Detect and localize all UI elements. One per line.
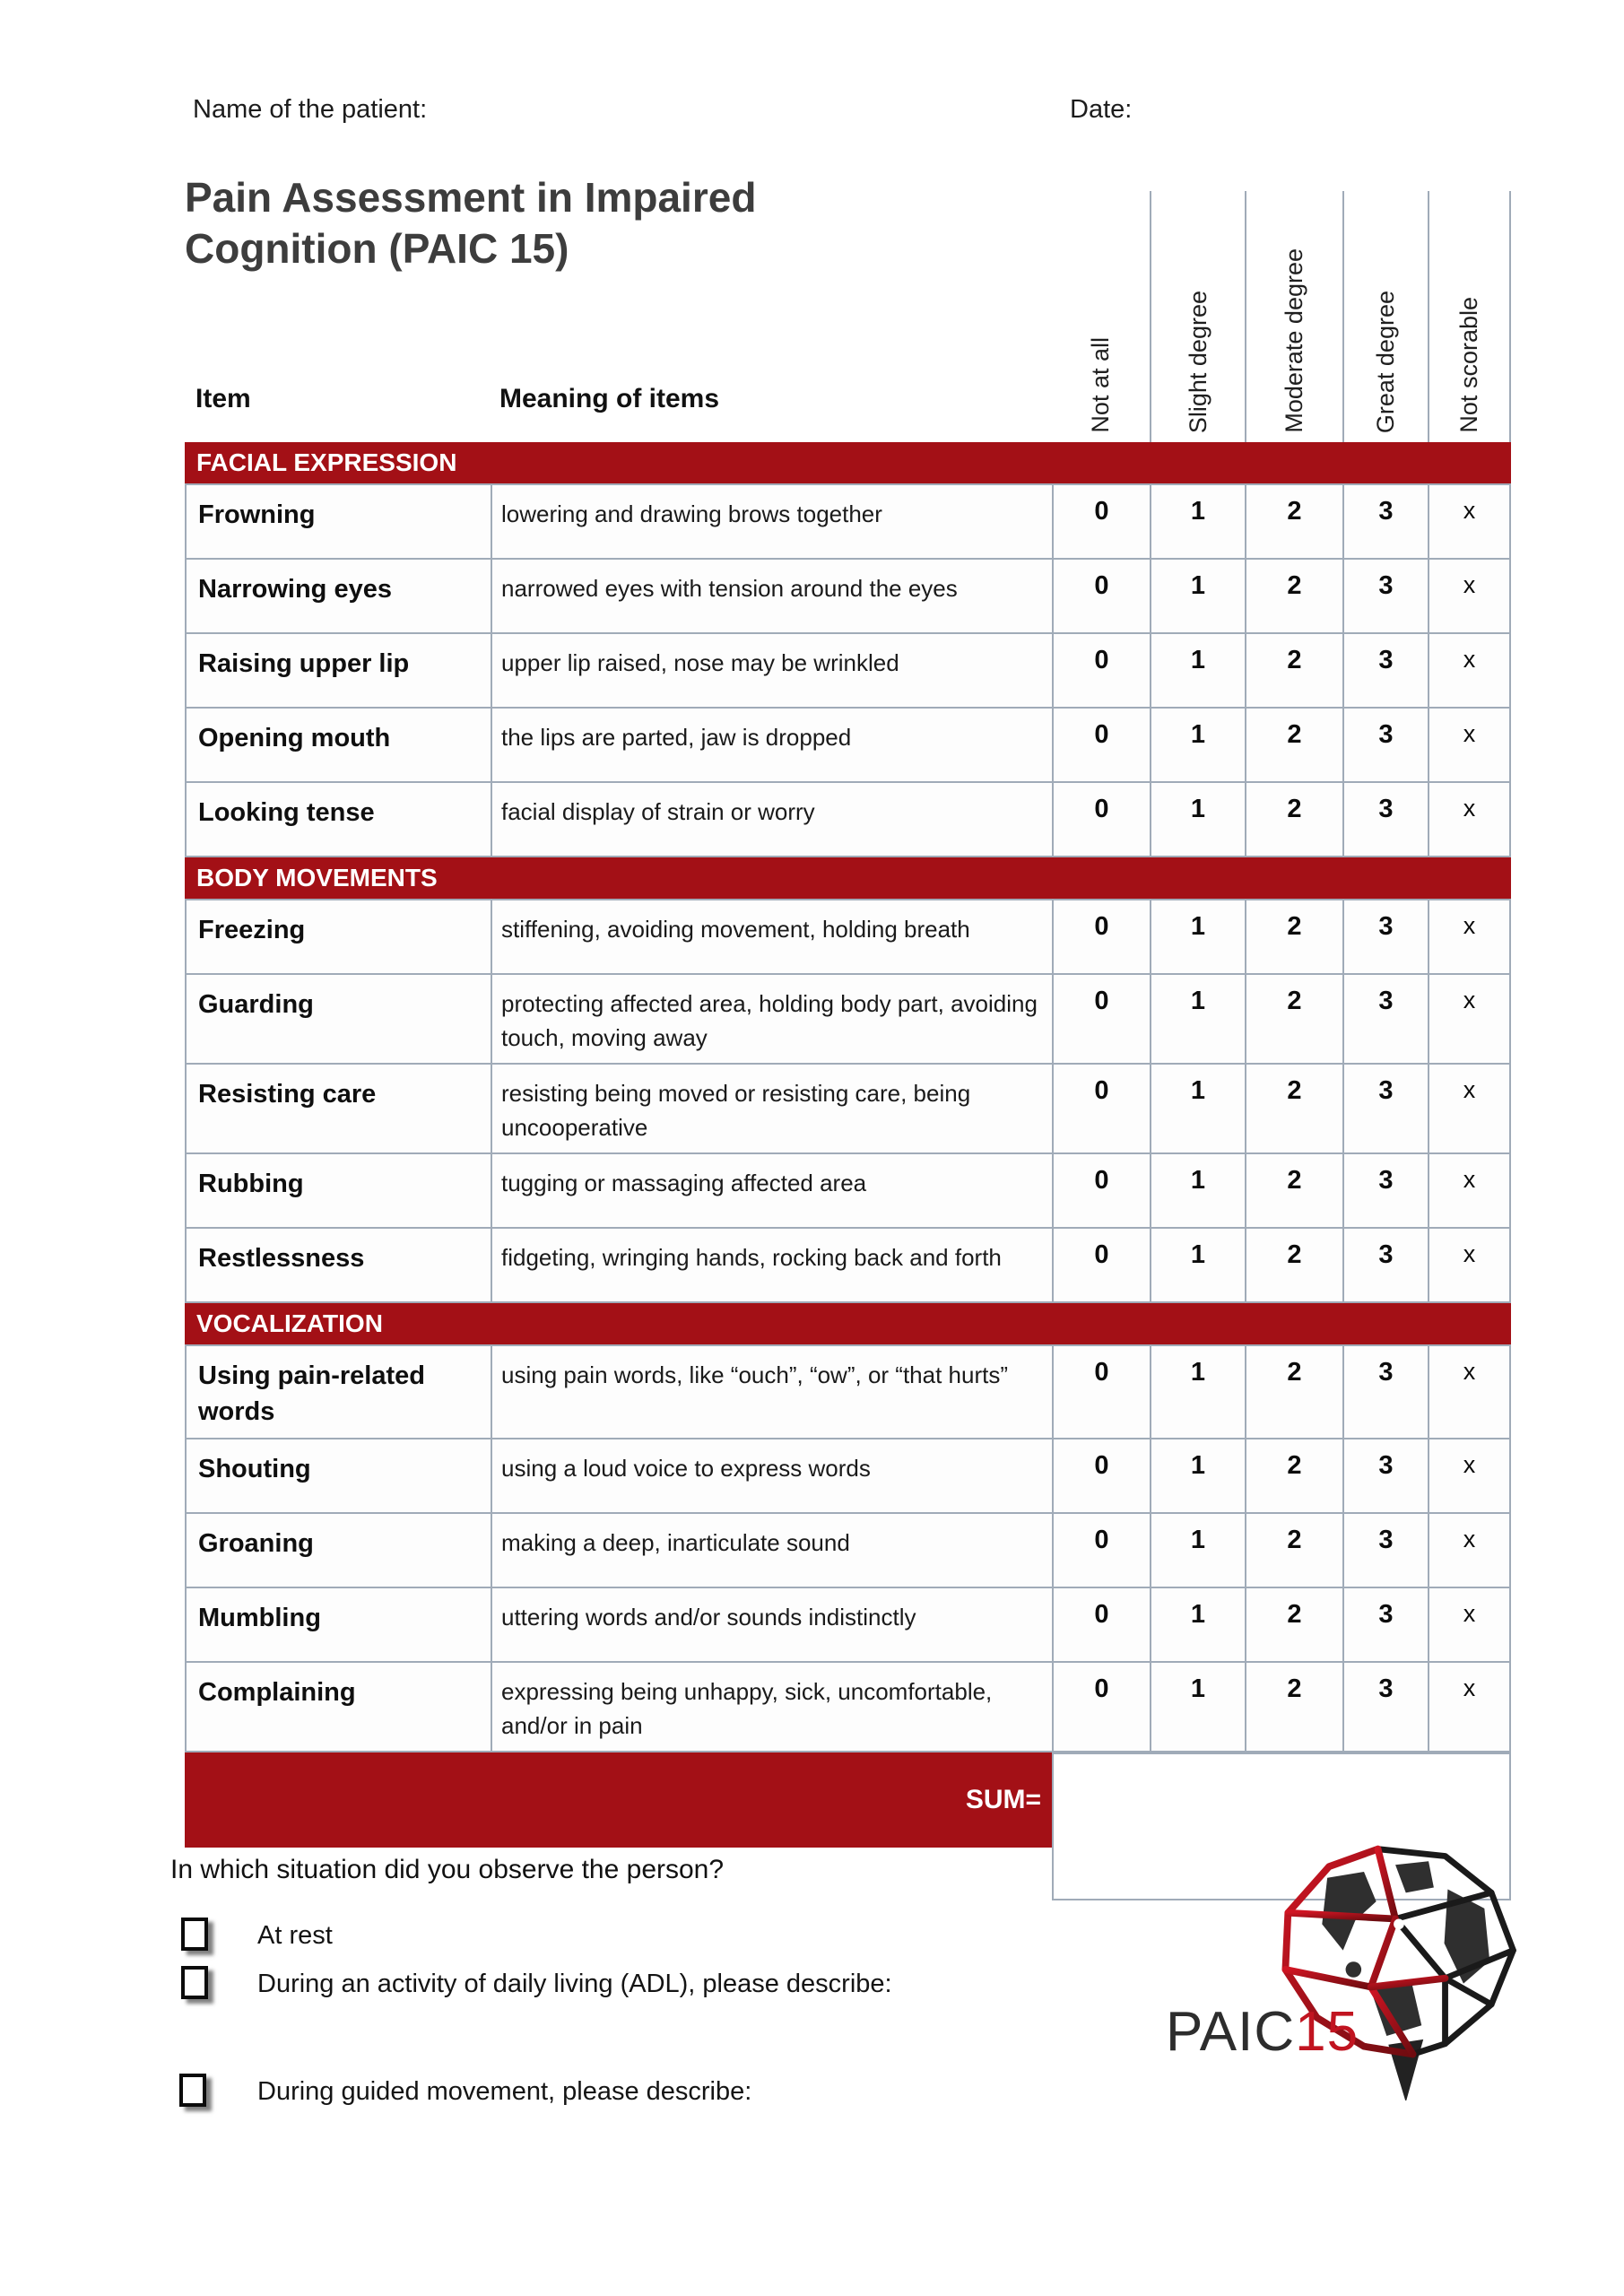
score-cell-1[interactable]: 1: [1150, 1154, 1245, 1229]
score-cell-0[interactable]: 0: [1052, 1229, 1150, 1303]
rating-label: Not at all: [1087, 337, 1114, 433]
score-cell-2[interactable]: 2: [1245, 1229, 1342, 1303]
item-label: Complaining: [185, 1663, 491, 1752]
score-cell-1[interactable]: 1: [1150, 900, 1245, 975]
rating-column-moderate-degree: [1245, 191, 1342, 442]
score-cell-x[interactable]: x: [1428, 975, 1511, 1065]
score-cell-2[interactable]: 2: [1245, 1514, 1342, 1588]
score-cell-1[interactable]: 1: [1150, 1588, 1245, 1663]
score-cell-0[interactable]: 0: [1052, 1346, 1150, 1439]
score-cell-3[interactable]: 3: [1342, 975, 1428, 1065]
score-cell-0[interactable]: 0: [1052, 1439, 1150, 1514]
item-label: Looking tense: [185, 783, 491, 857]
score-cell-2[interactable]: 2: [1245, 1588, 1342, 1663]
item-meaning: upper lip raised, nose may be wrinkled: [491, 634, 1052, 709]
item-label: Rubbing: [185, 1154, 491, 1229]
score-cell-1[interactable]: 1: [1150, 975, 1245, 1065]
checkbox-label-at-rest: At rest: [257, 1921, 333, 1950]
section-header-facial-expression: FACIAL EXPRESSION: [185, 442, 1511, 485]
item-label: Groaning: [185, 1514, 491, 1588]
item-label: Restlessness: [185, 1229, 491, 1303]
item-label: Guarding: [185, 975, 491, 1065]
item-meaning: stiffening, avoiding movement, holding breath: [491, 900, 1052, 975]
item-meaning: facial display of strain or worry: [491, 783, 1052, 857]
item-label: Freezing: [185, 900, 491, 975]
score-cell-1[interactable]: 1: [1150, 485, 1245, 560]
item-meaning: fidgeting, wringing hands, rocking back and forth: [491, 1229, 1052, 1303]
rating-label: Not scorable: [1455, 297, 1482, 433]
score-cell-3[interactable]: 3: [1342, 1588, 1428, 1663]
score-cell-2[interactable]: 2: [1245, 900, 1342, 975]
item-label: Using pain-related words: [185, 1346, 491, 1439]
score-cell-2[interactable]: 2: [1245, 485, 1342, 560]
score-cell-1[interactable]: 1: [1150, 560, 1245, 634]
paic15-logo-text: [1166, 2000, 1359, 2064]
score-cell-x[interactable]: x: [1428, 1065, 1511, 1154]
checkbox-during-guided-movement[interactable]: [179, 2074, 206, 2107]
score-cell-0[interactable]: 0: [1052, 783, 1150, 857]
score-cell-2[interactable]: 2: [1245, 1065, 1342, 1154]
score-cell-0[interactable]: 0: [1052, 975, 1150, 1065]
score-cell-2[interactable]: 2: [1245, 1346, 1342, 1439]
item-meaning: narrowed eyes with tension around the eyes: [491, 560, 1052, 634]
score-cell-0[interactable]: 0: [1052, 900, 1150, 975]
item-label: Mumbling: [185, 1588, 491, 1663]
page-title: [185, 172, 956, 274]
item-meaning: using pain words, like “ouch”, “ow”, or “that hurts”: [491, 1346, 1052, 1439]
score-cell-3[interactable]: 3: [1342, 1065, 1428, 1154]
score-cell-x[interactable]: x: [1428, 900, 1511, 975]
score-cell-x[interactable]: x: [1428, 1439, 1511, 1514]
score-cell-x[interactable]: x: [1428, 1588, 1511, 1663]
score-cell-3[interactable]: 3: [1342, 1663, 1428, 1752]
item-meaning: uttering words and/or sounds indistinctly: [491, 1588, 1052, 1663]
score-cell-x[interactable]: x: [1428, 634, 1511, 709]
score-cell-x[interactable]: x: [1428, 560, 1511, 634]
item-label: Shouting: [185, 1439, 491, 1514]
item-meaning: tugging or massaging affected area: [491, 1154, 1052, 1229]
item-meaning: making a deep, inarticulate sound: [491, 1514, 1052, 1588]
score-cell-2[interactable]: 2: [1245, 783, 1342, 857]
rating-column-great-degree: [1342, 191, 1428, 442]
item-column-header: Item: [195, 384, 251, 413]
patient-name-label: Name of the patient:: [193, 95, 428, 124]
score-cell-x[interactable]: x: [1428, 709, 1511, 783]
score-cell-x[interactable]: x: [1428, 1663, 1511, 1752]
checkbox-label-during-adl: During an activity of daily living (ADL), please describe:: [257, 1970, 892, 1998]
score-cell-1[interactable]: 1: [1150, 1346, 1245, 1439]
score-cell-0[interactable]: 0: [1052, 1154, 1150, 1229]
logo-text-paic: PAIC: [1166, 2001, 1296, 2063]
score-cell-3[interactable]: 3: [1342, 1154, 1428, 1229]
checkbox-during-adl[interactable]: [181, 1966, 208, 1999]
meaning-column-header: Meaning of items: [499, 384, 720, 413]
score-cell-2[interactable]: 2: [1245, 1154, 1342, 1229]
score-cell-2[interactable]: 2: [1245, 1439, 1342, 1514]
score-cell-3[interactable]: 3: [1342, 709, 1428, 783]
rating-column-not-scorable: [1428, 191, 1511, 442]
score-cell-0[interactable]: 0: [1052, 709, 1150, 783]
score-cell-x[interactable]: x: [1428, 1154, 1511, 1229]
score-cell-1[interactable]: 1: [1150, 1663, 1245, 1752]
score-cell-1[interactable]: 1: [1150, 709, 1245, 783]
score-cell-1[interactable]: 1: [1150, 1514, 1245, 1588]
score-cell-x[interactable]: x: [1428, 1229, 1511, 1303]
page-title-line2: Cognition (PAIC 15): [185, 225, 569, 272]
score-cell-0[interactable]: 0: [1052, 1663, 1150, 1752]
rating-column-not-at-all: [1052, 191, 1150, 442]
score-cell-0[interactable]: 0: [1052, 560, 1150, 634]
situation-question: In which situation did you observe the person?: [170, 1855, 725, 1884]
date-label: Date:: [1070, 95, 1133, 124]
score-cell-3[interactable]: 3: [1342, 1514, 1428, 1588]
section-header-vocalization: VOCALIZATION: [185, 1303, 1511, 1346]
score-cell-1[interactable]: 1: [1150, 634, 1245, 709]
item-meaning: protecting affected area, holding body part, avoiding touch, moving away: [491, 975, 1052, 1065]
item-label: Frowning: [185, 485, 491, 560]
score-cell-2[interactable]: 2: [1245, 975, 1342, 1065]
item-meaning: resisting being moved or resisting care, being uncooperative: [491, 1065, 1052, 1154]
score-cell-3[interactable]: 3: [1342, 1229, 1428, 1303]
score-cell-3[interactable]: 3: [1342, 634, 1428, 709]
score-cell-x[interactable]: x: [1428, 1514, 1511, 1588]
score-cell-0[interactable]: 0: [1052, 1588, 1150, 1663]
rating-scale-header: [1052, 191, 1511, 442]
item-label: Opening mouth: [185, 709, 491, 783]
score-cell-3[interactable]: 3: [1342, 1439, 1428, 1514]
item-meaning: the lips are parted, jaw is dropped: [491, 709, 1052, 783]
item-meaning: expressing being unhappy, sick, uncomfortable, and/or in pain: [491, 1663, 1052, 1752]
item-label: Raising upper lip: [185, 634, 491, 709]
score-cell-x[interactable]: x: [1428, 1346, 1511, 1439]
rating-label: Slight degree: [1184, 290, 1211, 433]
item-label: Resisting care: [185, 1065, 491, 1154]
score-cell-3[interactable]: 3: [1342, 560, 1428, 634]
sum-label-bar: SUM=: [185, 1752, 1052, 1848]
item-meaning: using a loud voice to express words: [491, 1439, 1052, 1514]
logo-text-15: 15: [1295, 2001, 1359, 2063]
score-cell-3[interactable]: 3: [1342, 783, 1428, 857]
score-cell-1[interactable]: 1: [1150, 783, 1245, 857]
item-meaning: lowering and drawing brows together: [491, 485, 1052, 560]
score-cell-1[interactable]: 1: [1150, 1439, 1245, 1514]
item-label: Narrowing eyes: [185, 560, 491, 634]
score-cell-2[interactable]: 2: [1245, 560, 1342, 634]
score-cell-3[interactable]: 3: [1342, 1346, 1428, 1439]
score-cell-1[interactable]: 1: [1150, 1229, 1245, 1303]
score-cell-2[interactable]: 2: [1245, 1663, 1342, 1752]
score-cell-0[interactable]: 0: [1052, 1065, 1150, 1154]
page-title-line1: Pain Assessment in Impaired: [185, 174, 757, 221]
score-cell-2[interactable]: 2: [1245, 709, 1342, 783]
rating-column-slight-degree: [1150, 191, 1245, 442]
score-cell-3[interactable]: 3: [1342, 485, 1428, 560]
score-cell-0[interactable]: 0: [1052, 1514, 1150, 1588]
score-cell-1[interactable]: 1: [1150, 1065, 1245, 1154]
score-cell-2[interactable]: 2: [1245, 634, 1342, 709]
section-header-body-movements: BODY MOVEMENTS: [185, 857, 1511, 900]
checkbox-label-during-guided-movement: During guided movement, please describe:: [257, 2077, 752, 2106]
score-cell-3[interactable]: 3: [1342, 900, 1428, 975]
rating-label: Great degree: [1372, 290, 1399, 433]
assessment-table: [185, 442, 1511, 1900]
score-cell-0[interactable]: 0: [1052, 485, 1150, 560]
rating-label: Moderate degree: [1281, 248, 1307, 433]
score-cell-x[interactable]: x: [1428, 783, 1511, 857]
score-cell-x[interactable]: x: [1428, 485, 1511, 560]
score-cell-0[interactable]: 0: [1052, 634, 1150, 709]
checkbox-at-rest[interactable]: [181, 1918, 208, 1951]
